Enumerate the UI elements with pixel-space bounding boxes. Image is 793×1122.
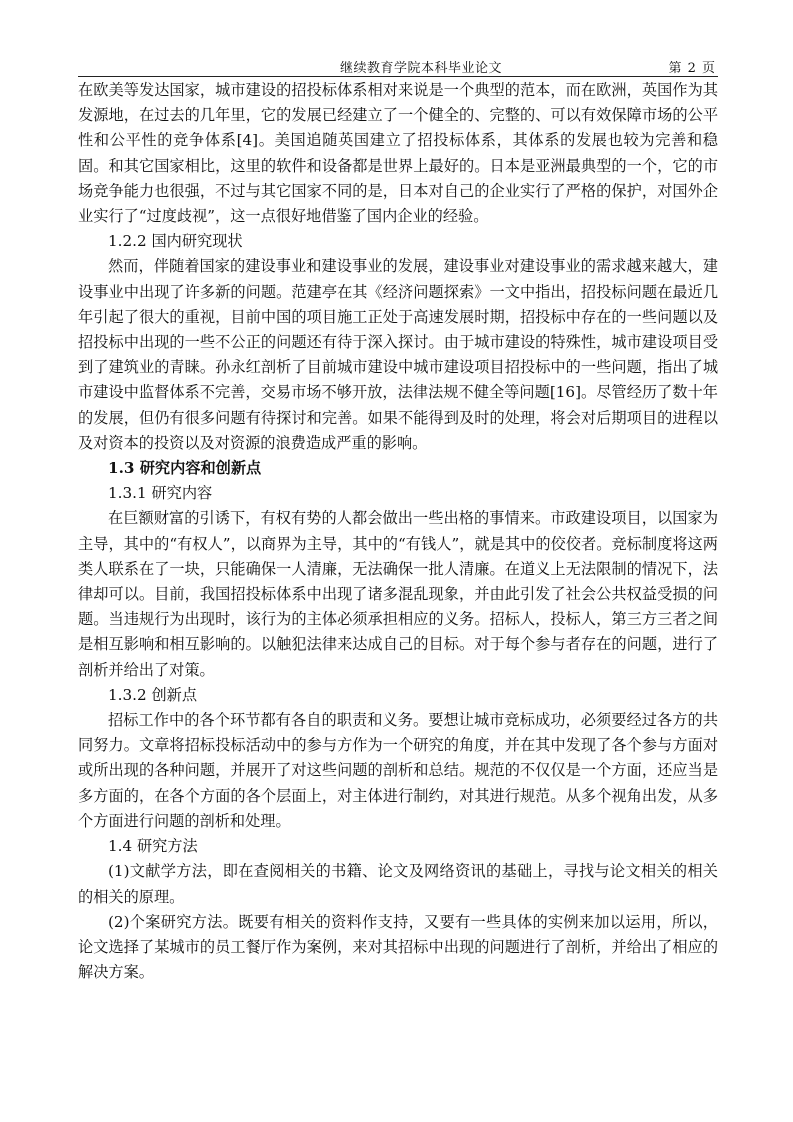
page-number: 第 2 页: [668, 61, 716, 76]
heading-1-4: 1.4 研究方法: [108, 837, 198, 856]
header-title: 继续教育学院本科毕业论文: [340, 61, 503, 76]
paragraph-domestic-research: 然而，伴随着国家的建设事业和建设事业的发展，建设事业对建设事业的需求越来越大，建设事业中出现了许多新的问题。范建亭在其《经济问题探索》一文中指出，招投标问题在最近几年引起了很大的重视，目前中国的项目施工正处于高速发展时期，招投标中存在的一些问题以及招投标中出现的一些不公正的问题还有待于深入探讨。由于城市建设的特殊性，城市建设项目受到了建筑业的青睐。孙永红剖析了目前城市建设中城市建设项目招投标中的一些问题，指出了城市建设中监督体系不完善，交易市场不够开放，法律法规不健全等问题[16]。尽管经历了数十年的发展，但仍有很多问题有待探讨和完善。如果不能得到及时的处理，将会对后期项目的进程以及对资本的投资以及对资源的浪费造成严重的影响。: [78, 257, 718, 452]
body-text: [78, 78, 718, 985]
heading-1-3-2: 1.3.2 创新点: [108, 685, 198, 704]
paragraph-foreign-research: 在欧美等发达国家，城市建设的招投标体系相对来说是一个典型的范本，而在欧洲，英国作为其发源地，在过去的几年里，它的发展已经建立了一个健全的、完整的、可以有效保障市场的公平性和公平性的竞争体系[4]。美国追随英国建立了招投标体系，其体系的发展也较为完善和稳固。和其它国家相比，这里的软件和设备都是世界上最好的。日本是亚洲最典型的一个，它的市场竞争能力也很强，不过与其它国家不同的是，日本对自己的企业实行了严格的保护，对国外企业实行了“过度歧视”，这一点很好地借鉴了国内企业的经验。: [78, 81, 718, 226]
heading-1-3: 1.3 研究内容和创新点: [108, 459, 262, 478]
paragraph-innovation: 招标工作中的各个环节都有各自的职责和义务。要想让城市竞标成功，必须要经过各方的共同努力。文章将招标投标活动中的参与方作为一个研究的角度，并在其中发现了各个参与方面对或所出现的各种问题，并展开了对这些问题的剖析和总结。规范的不仅仅是一个方面，还应当是多方面的，在各个方面的各个层面上，对主体进行制约，对其进行规范。从多个视角出发，从多个方面进行问题的剖析和处理。: [78, 711, 718, 830]
paragraph-research-content: 在巨额财富的引诱下，有权有势的人都会做出一些出格的事情来。市政建设项目，以国家为主导，其中的“有权人”，以商界为主导，其中的“有钱人”，就是其中的佼佼者。竞标制度将这两类人联系在了一块，只能确保一人清廉，无法确保一批人清廉。在道义上无法限制的情况下，法律却可以。目前，我国招投标体系中出现了诸多混乱现象，并由此引发了社会公共权益受损的问题。当违规行为出现时，该行为的主体必须承担相应的义务。招标人，投标人，第三方三者之间是相互影响和相互影响的。以触犯法律来达成自己的目标。对于每个参与者存在的问题，进行了剖析并给出了对策。: [78, 509, 718, 679]
heading-1-2-2: 1.2.2 国内研究现状: [108, 232, 243, 251]
paragraph-method-case-study: (2)个案研究方法。既要有相关的资料作支持，又要有一些具体的实例来加以运用，所以，论文选择了某城市的员工餐厅作为案例，来对其招标中出现的问题进行了剖析，并给出了相应的解决方案。: [78, 912, 718, 982]
paragraph-method-literature: (1)文献学方法，即在查阅相关的书籍、论文及网络资讯的基础上，寻找与论文相关的相关的相关的原理。: [78, 862, 718, 906]
heading-1-3-1: 1.3.1 研究内容: [108, 484, 213, 503]
running-header: [78, 56, 718, 77]
